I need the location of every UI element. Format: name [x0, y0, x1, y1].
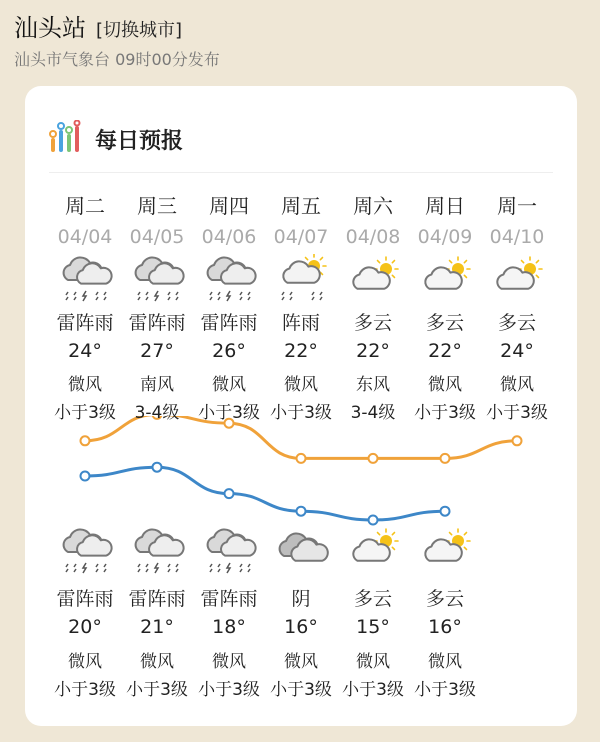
day-condition: 多云 [353, 312, 392, 334]
weekday-label: 周二 [65, 194, 105, 218]
night-wind-direction: 微风 [428, 652, 462, 672]
thunderstorm-icon [49, 254, 121, 304]
partly-cloudy-icon [337, 526, 409, 576]
partly-cloudy-icon [409, 254, 481, 304]
thunderstorm-icon [193, 254, 265, 304]
low-temp: 16° [284, 616, 318, 638]
day-condition: 阵雨 [281, 312, 320, 334]
high-temp: 24° [68, 340, 102, 362]
shower-icon [265, 254, 337, 304]
thunderstorm-icon [49, 526, 121, 576]
low-temp: 16° [428, 616, 462, 638]
forecast-day-column [193, 86, 265, 726]
night-condition: 雷阵雨 [128, 588, 186, 610]
night-wind-level: 小于3级 [126, 680, 188, 700]
night-condition: 雷阵雨 [200, 588, 258, 610]
date-label: 04/09 [417, 226, 473, 248]
night-wind-direction: 微风 [140, 652, 174, 672]
night-condition: 多云 [353, 588, 392, 610]
day-condition: 多云 [497, 312, 536, 334]
day-wind-level: 3-4级 [350, 403, 396, 423]
weekday-label: 周日 [425, 194, 465, 218]
date-label: 04/10 [489, 226, 545, 248]
high-temp: 24° [500, 340, 534, 362]
header [14, 8, 220, 70]
weekday-label: 周六 [353, 194, 393, 218]
night-wind-direction: 微风 [356, 652, 390, 672]
overcast-icon [265, 526, 337, 576]
night-wind-level: 小于3级 [54, 680, 116, 700]
night-wind-level: 小于3级 [342, 680, 404, 700]
station-name: 汕头站 [14, 14, 86, 42]
low-temp: 15° [356, 616, 390, 638]
day-wind-direction: 微风 [284, 375, 318, 395]
day-wind-level: 小于3级 [414, 403, 476, 423]
day-wind-direction: 微风 [500, 375, 534, 395]
daily-forecast-card [25, 86, 577, 726]
thunderstorm-icon [193, 526, 265, 576]
switch-city-link[interactable]: [切换城市] [96, 20, 183, 41]
day-wind-direction: 微风 [212, 375, 246, 395]
weekday-label: 周五 [281, 194, 321, 218]
night-wind-level: 小于3级 [198, 680, 260, 700]
day-condition: 雷阵雨 [56, 312, 114, 334]
day-condition: 雷阵雨 [128, 312, 186, 334]
day-wind-direction: 南风 [140, 375, 174, 395]
forecast-columns [49, 86, 553, 726]
weekday-label: 周四 [209, 194, 249, 218]
date-label: 04/04 [57, 226, 113, 248]
date-label: 04/08 [345, 226, 401, 248]
night-wind-direction: 微风 [284, 652, 318, 672]
day-wind-direction: 东风 [356, 375, 390, 395]
date-label: 04/06 [201, 226, 257, 248]
high-temp: 26° [212, 340, 246, 362]
weekday-label: 周三 [137, 194, 177, 218]
day-wind-level: 小于3级 [54, 403, 116, 423]
night-wind-level: 小于3级 [414, 680, 476, 700]
forecast-day-column [481, 86, 553, 726]
low-temp: 20° [68, 616, 102, 638]
issuer-text: 汕头市气象台 09时00分发布 [14, 50, 220, 69]
thunderstorm-icon [121, 254, 193, 304]
night-condition: 阴 [291, 588, 311, 610]
low-temp: 21° [140, 616, 174, 638]
night-wind-direction: 微风 [212, 652, 246, 672]
thunderstorm-icon [121, 526, 193, 576]
forecast-day-column [49, 86, 121, 726]
date-label: 04/07 [273, 226, 329, 248]
weekday-label: 周一 [497, 194, 537, 218]
day-condition: 多云 [425, 312, 464, 334]
forecast-day-column [337, 86, 409, 726]
night-wind-direction: 微风 [68, 652, 102, 672]
forecast-day-column [409, 86, 481, 726]
day-wind-direction: 微风 [68, 375, 102, 395]
partly-cloudy-icon [337, 254, 409, 304]
day-wind-level: 小于3级 [486, 403, 548, 423]
day-wind-level: 小于3级 [270, 403, 332, 423]
high-temp: 27° [140, 340, 174, 362]
day-condition: 雷阵雨 [200, 312, 258, 334]
high-temp: 22° [428, 340, 462, 362]
partly-cloudy-icon [481, 254, 553, 304]
day-wind-level: 3-4级 [134, 403, 180, 423]
forecast-day-column [121, 86, 193, 726]
card-title: 每日预报 [95, 128, 184, 154]
night-wind-level: 小于3级 [270, 680, 332, 700]
high-temp: 22° [284, 340, 318, 362]
day-wind-level: 小于3级 [198, 403, 260, 423]
forecast-day-column [265, 86, 337, 726]
high-temp: 22° [356, 340, 390, 362]
date-label: 04/05 [129, 226, 185, 248]
night-condition: 雷阵雨 [56, 588, 114, 610]
low-temp: 18° [212, 616, 246, 638]
night-condition: 多云 [425, 588, 464, 610]
partly-cloudy-icon [409, 526, 481, 576]
day-wind-direction: 微风 [428, 375, 462, 395]
